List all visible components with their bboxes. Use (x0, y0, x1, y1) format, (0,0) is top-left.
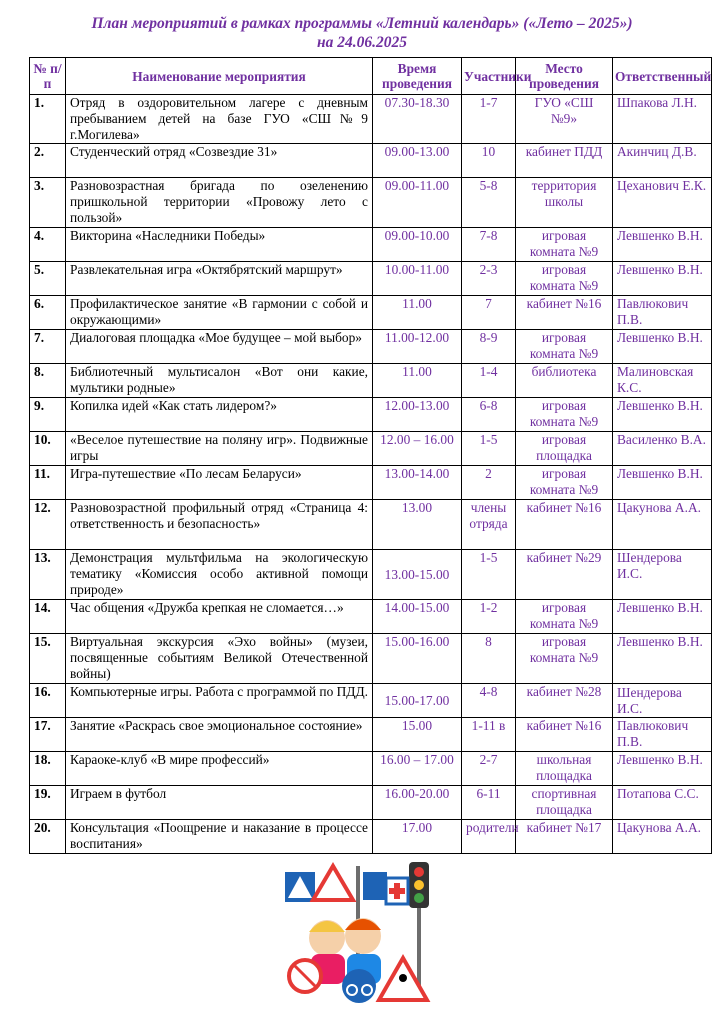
row-number: 6. (30, 296, 66, 330)
row-number: 5. (30, 262, 66, 296)
event-time: 11.00 (373, 364, 462, 398)
event-participants: 1-7 (462, 95, 516, 144)
event-participants: 8-9 (462, 330, 516, 364)
table-row (30, 786, 712, 820)
event-name: Разновозрастной профильный отряд «Страница 4: ответственность и безопасность» (66, 500, 373, 550)
event-place: игровая комната №9 (516, 262, 613, 296)
event-place: кабинет №16 (516, 500, 613, 550)
event-name: Студенческий отряд «Созвездие 31» (66, 144, 373, 178)
table-row (30, 95, 712, 144)
event-time: 16.00-20.00 (373, 786, 462, 820)
row-number: 10. (30, 432, 66, 466)
table-row (30, 330, 712, 364)
event-name: Демонстрация мультфильма на экологическую тематику «Комиссия особо активной помощи природе» (66, 550, 373, 600)
event-time: 15.00 (373, 718, 462, 752)
event-responsible: Малиновская К.С. (613, 364, 712, 398)
event-place: игровая площадка (516, 432, 613, 466)
table-row (30, 228, 712, 262)
event-name: Час общения «Дружба крепкая не сломается…» (66, 600, 373, 634)
event-responsible: Левшенко В.Н. (613, 228, 712, 262)
event-time: 13.00 (373, 500, 462, 550)
event-time: 13.00-15.00 (373, 550, 462, 600)
event-responsible: Левшенко В.Н. (613, 466, 712, 500)
table-row (30, 262, 712, 296)
event-name: Виртуальная экскурсия «Эхо войны» (музеи, посвященные событиям Великой Отечественной войны) (66, 634, 373, 684)
event-responsible: Шендерова И.С. (613, 550, 712, 600)
event-place: библиотека (516, 364, 613, 398)
event-place: игровая комната №9 (516, 398, 613, 432)
event-responsible: Шпакова Л.Н. (613, 95, 712, 144)
event-time: 09.00-10.00 (373, 228, 462, 262)
event-participants: 2-7 (462, 752, 516, 786)
event-participants: 2 (462, 466, 516, 500)
event-time: 11.00-12.00 (373, 330, 462, 364)
event-responsible: Потапова С.С. (613, 786, 712, 820)
event-participants: 6-11 (462, 786, 516, 820)
row-number: 2. (30, 144, 66, 178)
row-number: 12. (30, 500, 66, 550)
event-time: 15.00-16.00 (373, 634, 462, 684)
event-place: ГУО «СШ №9» (516, 95, 613, 144)
event-place: кабинет №29 (516, 550, 613, 600)
table-row (30, 634, 712, 684)
event-participants: 4-8 (462, 684, 516, 718)
row-number: 17. (30, 718, 66, 752)
event-time: 16.00 – 17.00 (373, 752, 462, 786)
event-name: Разновозрастная бригада по озеленению пришкольной территории «Провожу лето с пользой» (66, 178, 373, 228)
event-participants: 5-8 (462, 178, 516, 228)
event-responsible: Павлюкович П.В. (613, 296, 712, 330)
event-responsible: Цакунова А.А. (613, 500, 712, 550)
row-number: 8. (30, 364, 66, 398)
row-number: 16. (30, 684, 66, 718)
event-name: Компьютерные игры. Работа с программой по ПДД. (66, 684, 373, 718)
table-row (30, 820, 712, 854)
event-time: 09.00-13.00 (373, 144, 462, 178)
event-participants: 1-5 (462, 550, 516, 600)
event-place: территория школы (516, 178, 613, 228)
event-responsible: Акинчиц Д.В. (613, 144, 712, 178)
table-row (30, 398, 712, 432)
col-header-num: № п/п (30, 58, 66, 95)
event-participants: 2-3 (462, 262, 516, 296)
event-responsible: Павлюкович П.В. (613, 718, 712, 752)
event-place: кабинет №17 (516, 820, 613, 854)
event-time: 14.00-15.00 (373, 600, 462, 634)
table-row (30, 296, 712, 330)
event-place: школьная площадка (516, 752, 613, 786)
events-table (29, 57, 712, 854)
event-time: 12.00 – 16.00 (373, 432, 462, 466)
event-place: кабинет №28 (516, 684, 613, 718)
col-header-responsible: Ответственный (613, 58, 712, 95)
event-participants: 6-8 (462, 398, 516, 432)
event-responsible: Левшенко В.Н. (613, 262, 712, 296)
event-place: кабинет ПДД (516, 144, 613, 178)
col-header-participants: Участники (462, 58, 516, 95)
traffic-signs-kids-icon (281, 858, 441, 1008)
event-name: Развлекательная игра «Октябрятский маршрут» (66, 262, 373, 296)
row-number: 11. (30, 466, 66, 500)
table-row (30, 466, 712, 500)
event-name: Профилактическое занятие «В гармонии с собой и окружающими» (66, 296, 373, 330)
event-name: Занятие «Раскрась свое эмоциональное состояние» (66, 718, 373, 752)
event-place: кабинет №16 (516, 296, 613, 330)
event-place: игровая комната №9 (516, 634, 613, 684)
event-time: 10.00-11.00 (373, 262, 462, 296)
event-responsible: Левшенко В.Н. (613, 752, 712, 786)
table-row (30, 500, 712, 550)
event-place: игровая комната №9 (516, 466, 613, 500)
row-number: 9. (30, 398, 66, 432)
event-participants: 1-4 (462, 364, 516, 398)
event-name: «Веселое путешествие на поляну игр». Подвижные игры (66, 432, 373, 466)
event-responsible: Левшенко В.Н. (613, 398, 712, 432)
event-name: Диалоговая площадка «Мое будущее – мой выбор» (66, 330, 373, 364)
row-number: 7. (30, 330, 66, 364)
row-number: 1. (30, 95, 66, 144)
row-number: 3. (30, 178, 66, 228)
event-place: игровая комната №9 (516, 330, 613, 364)
event-participants: 1-11 в (462, 718, 516, 752)
event-responsible: Цакунова А.А. (613, 820, 712, 854)
col-header-place: Место проведения (516, 58, 613, 95)
event-time: 17.00 (373, 820, 462, 854)
event-participants: 8 (462, 634, 516, 684)
event-place: игровая комната №9 (516, 228, 613, 262)
event-place: кабинет №16 (516, 718, 613, 752)
event-name: Отряд в оздоровительном лагере с дневным пребыванием детей на базе ГУО «СШ№9 г.Могилева» (66, 95, 373, 144)
event-name: Играем в футбол (66, 786, 373, 820)
row-number: 4. (30, 228, 66, 262)
event-responsible: Левшенко В.Н. (613, 634, 712, 684)
event-place: спортивная площадка (516, 786, 613, 820)
row-number: 14. (30, 600, 66, 634)
row-number: 20. (30, 820, 66, 854)
event-name: Караоке-клуб «В мире профессий» (66, 752, 373, 786)
table-row (30, 144, 712, 178)
event-name: Викторина «Наследники Победы» (66, 228, 373, 262)
event-participants: члены отряда (462, 500, 516, 550)
row-number: 15. (30, 634, 66, 684)
event-name: Копилка идей «Как стать лидером?» (66, 398, 373, 432)
table-row (30, 684, 712, 718)
table-row (30, 550, 712, 600)
row-number: 13. (30, 550, 66, 600)
event-name: Консультация «Поощрение и наказание в процессе воспитания» (66, 820, 373, 854)
event-time: 12.00-13.00 (373, 398, 462, 432)
event-participants: родители (462, 820, 516, 854)
event-participants: 1-5 (462, 432, 516, 466)
table-row (30, 718, 712, 752)
event-participants: 7-8 (462, 228, 516, 262)
event-place: игровая комната №9 (516, 600, 613, 634)
event-time: 07.30-18.30 (373, 95, 462, 144)
title-line-1: План мероприятий в рамках программы «Летний календарь» («Лето – 2025») (91, 15, 633, 32)
table-row (30, 432, 712, 466)
event-responsible: Левшенко В.Н. (613, 330, 712, 364)
event-responsible: Левшенко В.Н. (613, 600, 712, 634)
page-title (0, 14, 724, 52)
table-row (30, 178, 712, 228)
event-responsible: Шендерова И.С. (613, 684, 712, 718)
row-number: 18. (30, 752, 66, 786)
table-row (30, 752, 712, 786)
title-line-2: на 24.06.2025 (317, 34, 407, 51)
event-responsible: Василенко В.А. (613, 432, 712, 466)
col-header-name: Наименование мероприятия (66, 58, 373, 95)
table-row (30, 600, 712, 634)
event-time: 15.00-17.00 (373, 684, 462, 718)
col-header-time: Время проведения (373, 58, 462, 95)
event-participants: 7 (462, 296, 516, 330)
event-responsible: Цеханович Е.К. (613, 178, 712, 228)
event-time: 13.00-14.00 (373, 466, 462, 500)
event-time: 11.00 (373, 296, 462, 330)
event-participants: 10 (462, 144, 516, 178)
event-time: 09.00-11.00 (373, 178, 462, 228)
row-number: 19. (30, 786, 66, 820)
table-row (30, 364, 712, 398)
event-name: Библиотечный мультисалон «Вот они какие, мультики родные» (66, 364, 373, 398)
event-name: Игра-путешествие «По лесам Беларуси» (66, 466, 373, 500)
event-participants: 1-2 (462, 600, 516, 634)
